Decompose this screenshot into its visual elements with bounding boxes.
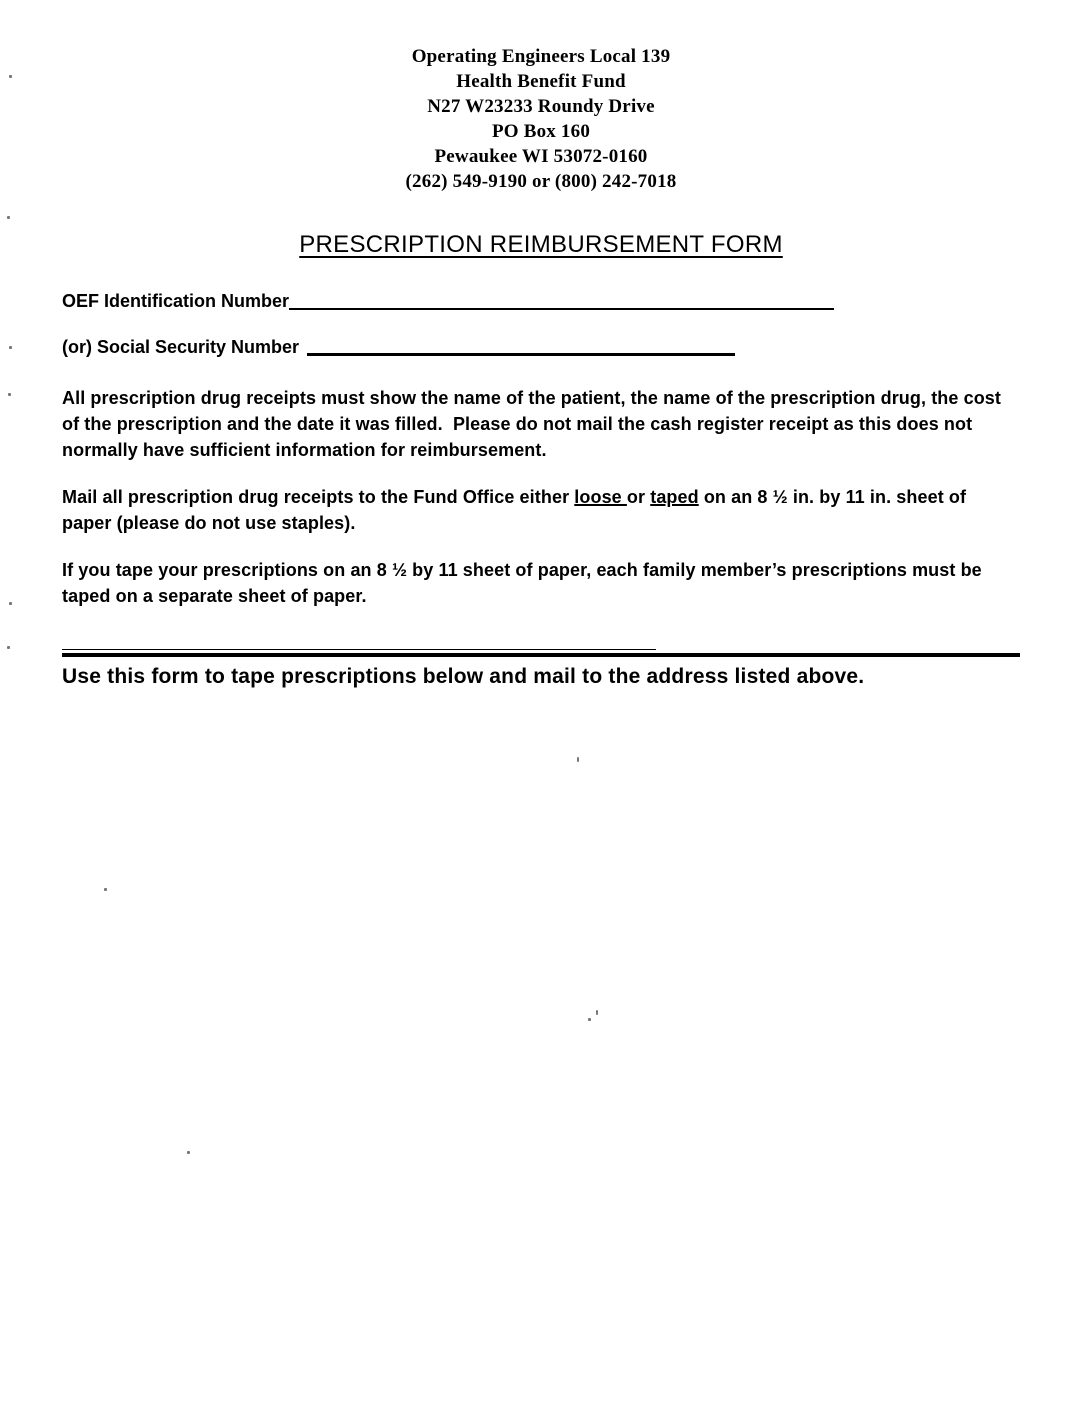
scan-speck <box>588 1018 591 1021</box>
scan-speck <box>9 602 12 605</box>
oef-id-input-line[interactable] <box>289 308 834 310</box>
field-oef-id <box>62 290 1020 312</box>
mailing-word-loose: loose <box>574 487 627 507</box>
mailing-word-taped: taped <box>650 487 699 507</box>
divider-thin-rule <box>62 649 656 650</box>
scan-speck <box>104 888 107 891</box>
tape-instructions-statement: Use this form to tape prescriptions below and mail to the address listed above. <box>62 665 865 688</box>
phone-numbers: (262) 549-9190 or (800) 242-7018 <box>405 171 677 192</box>
scan-speck <box>7 216 10 219</box>
paragraph-mailing-instructions <box>62 484 1020 536</box>
scan-speck <box>9 346 12 349</box>
field-ssn <box>62 336 1020 358</box>
form-title-text: PRESCRIPTION REIMBURSEMENT FORM <box>299 231 783 258</box>
mailing-text-middle: or <box>626 487 651 507</box>
divider-thick-rule <box>62 653 1020 657</box>
po-box: PO Box 160 <box>491 121 591 142</box>
scan-speck <box>8 393 11 396</box>
scan-speck <box>577 757 579 762</box>
paragraph-taping-rule: If you tape your prescriptions on an 8 ½ by 11 sheet of paper, each family member’s prescriptions must be taped on a separate sheet of paper. <box>62 560 987 606</box>
paragraph-receipt-requirements: All prescription drug receipts must show the name of the patient, the name of the prescription drug, the cost of the prescription and the date it was filled. Please do not mail the cash register receipt as this does not normally have sufficient information for reimbursement. <box>62 388 1007 460</box>
fund-name: Health Benefit Fund <box>456 71 626 92</box>
section-divider <box>62 649 1020 657</box>
street-address: N27 W23233 Roundy Drive <box>427 96 655 117</box>
scan-speck <box>7 646 10 649</box>
scan-speck <box>9 75 12 78</box>
mailing-text-after: on an 8 ½ in. by 11 in. sheet of paper (please do not use staples). <box>62 487 972 533</box>
city-state-zip: Pewaukee WI 53072-0160 <box>434 146 648 167</box>
mailing-text-before: Mail all prescription drug receipts to the Fund Office either <box>62 487 575 507</box>
scan-speck <box>596 1010 598 1015</box>
ssn-label: (or) Social Security Number <box>62 337 300 357</box>
org-name: Operating Engineers Local 139 <box>411 46 671 67</box>
letterhead <box>62 44 1020 194</box>
form-title <box>62 232 1020 258</box>
ssn-input-line[interactable] <box>307 353 735 356</box>
scan-speck <box>187 1151 190 1154</box>
form-content <box>62 0 1020 690</box>
oef-id-label: OEF Identification Number <box>62 291 290 311</box>
